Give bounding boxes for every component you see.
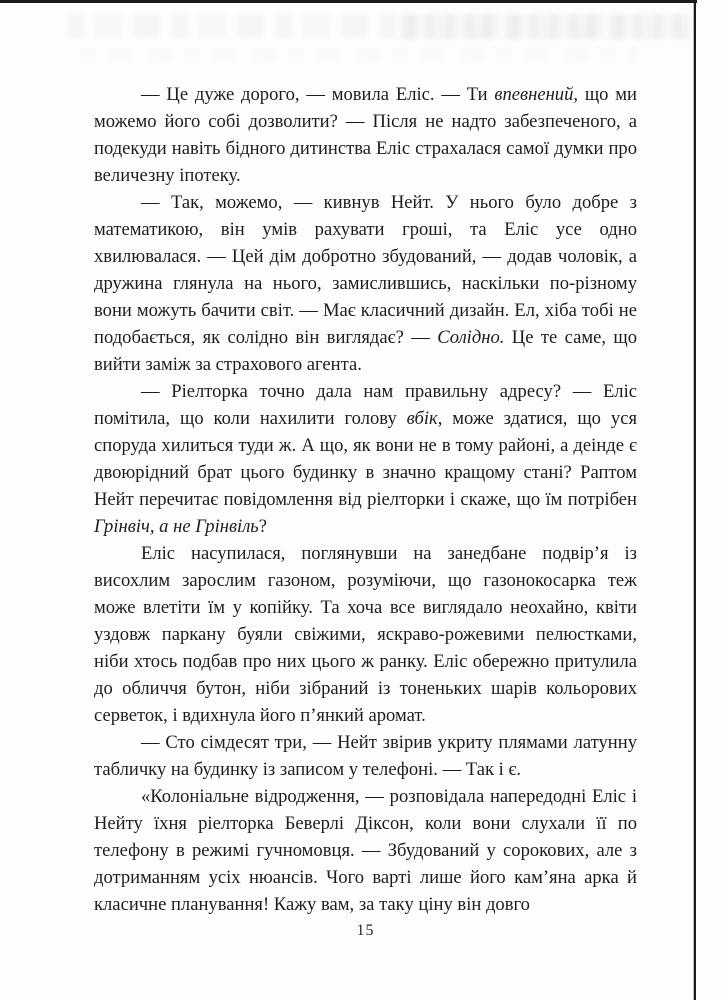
text-run: Це те саме, що вийти заміж за страхового агента. [94,327,637,375]
paragraph [94,729,637,783]
text-run: — Сто сімдесят три, — Нейт звірив укриту плямами латунну табличку на будинку із записом у телефоні. — Так і є. [94,732,637,780]
italic-text-run: Солідно. [437,327,505,348]
paragraph [94,540,637,729]
text-run: , що ми можемо його собі дозволити? — Після не надто забезпеченого, а подекуди навіть бідного дитинства Еліс страхалася самої думки про величезну іпотеку. [94,84,637,186]
scan-edge-right [694,0,696,1000]
text-run: — Так, можемо, — кивнув Нейт. У нього було добре з математикою, він умів рахувати гроші, та Еліс усе одно хвилювалася. — Цей дім добротно збудований, — додав чоловік, а дружина глянула на нього, замислившись, наскільки по-різному вони можуть бачити світ. — Має класичний дизайн. Ел, хіба тобі не подобається, як солідно він виглядає? — [94,192,637,348]
text-run: — Це дуже дорого, — мовила Еліс. — Ти [141,84,495,105]
page-number: 15 [356,922,375,939]
text-run: «Колоніальне відродження, — розповідала напередодні Еліс і Нейту їхня ріелторка Беверлі Діксон, коли вони слухали її по телефону в режимі гучномовця. — Збудований у сорокових, але з дотриманням усіх нюансів. Чого варті лише його кам’яна арка й класичне планування! Кажу вам, за таку ціну він довго [94,786,637,915]
italic-text-run: Грінвіч, а не Грінвіль [94,516,259,537]
text-run: ? [258,516,268,537]
showthrough-ghost-text [400,14,690,40]
paragraph [94,189,637,378]
text-run: — Ріелторка точно дала нам правильну адресу? — Еліс помітила, що коли нахилити голову [94,381,637,429]
italic-text-run: вбік [406,408,438,429]
scan-edge-top [0,0,697,3]
italic-text-run: впевнений [494,84,574,105]
text-block [94,81,637,918]
paragraph [94,783,637,918]
text-run: Еліс насупилася, поглянувши на занедбане подвір’я із висохлим зарослим газоном, розуміючи, що газонокосарка теж може влетіти їм у копійку. Та хоча все виглядало неохайно, квіти уздовж паркану буяли свіжими, яскраво-рожевими пелюстками, ніби хтось подбав про них цього ж ранку. Еліс обережно притулила до обличчя бутон, ніби зібраний із тоненьких шарів кольорових серветок, і вдихнула його п’янкий аромат. [94,543,637,726]
text-run: , може здатися, що уся споруда хилиться туди ж. А що, як вони не в тому районі, а деінде є двоюрідний брат цього будинку в значно кращому стані? Раптом Нейт перечитає повідомлення від ріелторки і скаже, що їм потрібен [94,408,637,510]
paragraph [94,81,637,189]
paragraph [94,378,637,540]
showthrough-ghost-text [80,48,640,62]
